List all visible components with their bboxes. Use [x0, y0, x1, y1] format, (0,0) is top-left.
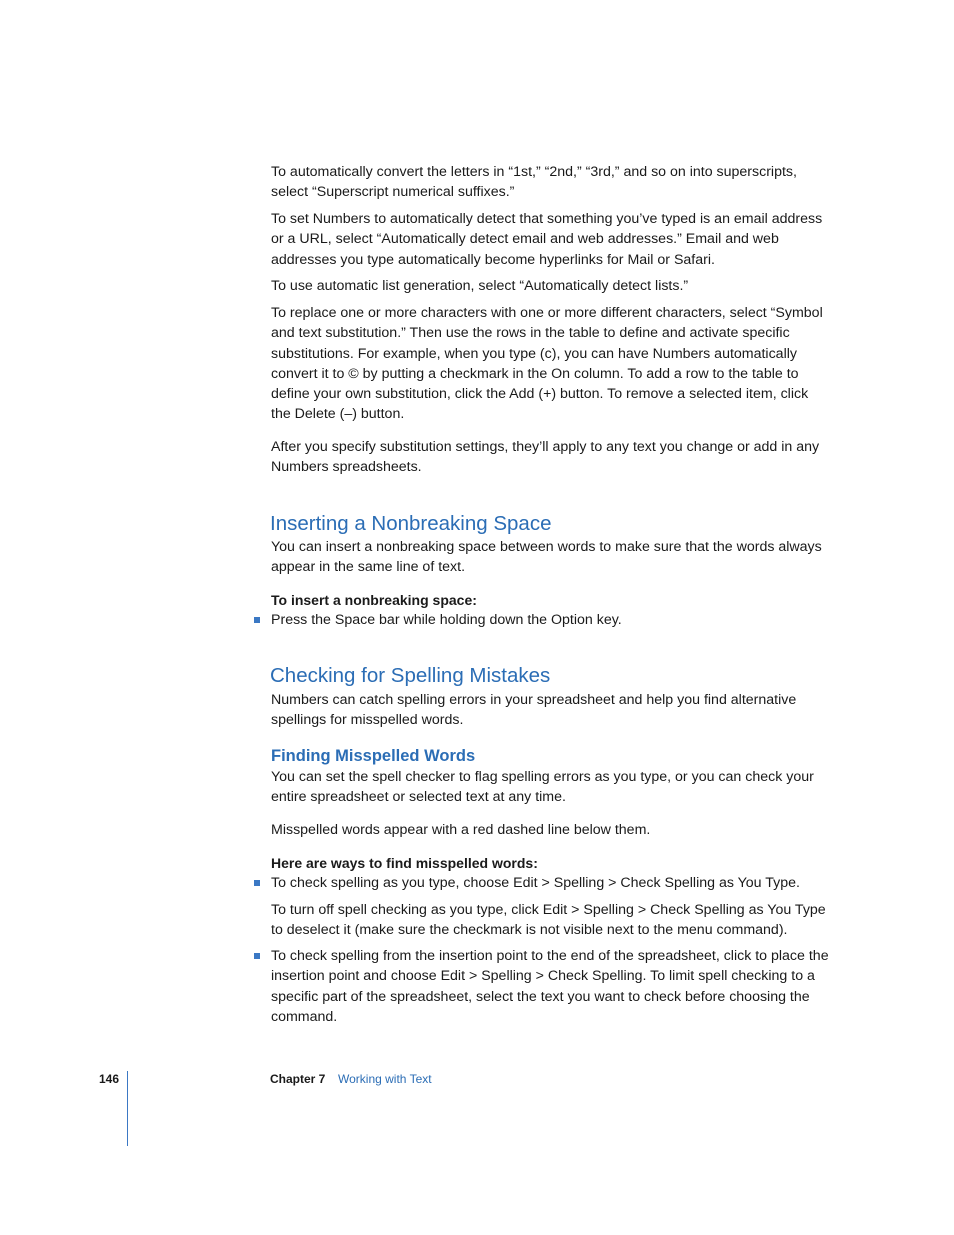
paragraph-symbol-substitution: To replace one or more characters with one or more different characters, select “Symbol and text substitution.” Then use the rows in the table to define and activate specific substitutions. For example, when you type (c), you can have Numbers automatically convert it to © by putting a checkmark in the On column. To add a row to the table to define your own substitution, click the Add (+) button. To remove a selected item, click the Delete (–) button.: [271, 305, 823, 423]
paragraph-spell-checker: You can set the spell checker to flag spelling errors as you type, or you can check your entire spreadsheet or selected text at any time.: [271, 769, 814, 806]
paragraph-list-detection: To use automatic list generation, select “Automatically detect lists.”: [271, 278, 689, 294]
heading-spelling-mistakes: Checking for Spelling Mistakes: [270, 664, 551, 687]
bullet-check-from-insertion: To check spelling from the insertion point to the end of the spreadsheet, click to place the insertion point and choose Edit > Spelling > Check Spelling. To limit spell checking to a specific part of the spreadsheet, select the text you want to check before choosing the command.: [271, 948, 829, 1025]
subheading-misspelled-words: Finding Misspelled Words: [271, 747, 476, 765]
page-number: 146: [99, 1072, 120, 1086]
paragraph-spelling-intro: Numbers can catch spelling errors in your spreadsheet and help you find alternative spellings for misspelled words.: [271, 692, 797, 729]
paragraph-red-dashed: Misspelled words appear with a red dashed line below them.: [271, 822, 651, 838]
paragraph-nonbreaking-intro: You can insert a nonbreaking space between words to make sure that the words always appear in the same line of text.: [271, 539, 822, 576]
footer-divider: [127, 1071, 128, 1146]
paragraph-after-settings: After you specify substitution settings, they’ll apply to any text you change or add in any Numbers spreadsheets.: [271, 439, 820, 476]
paragraph-email-detection: To set Numbers to automatically detect that something you’ve typed is an email address or a URL, select “Automatically detect email and web addresses.” Email and web addresses you type automatically become hyperlinks for Mail or Safari.: [271, 211, 823, 268]
bullet-icon: [254, 617, 260, 623]
bullet-press-space: Press the Space bar while holding down the Option key.: [271, 612, 622, 628]
lead-insert-nonbreaking: To insert a nonbreaking space:: [271, 592, 477, 608]
bullet-icon: [254, 880, 260, 886]
footer-chapter-title: Working with Text: [338, 1072, 432, 1086]
heading-nonbreaking-space: Inserting a Nonbreaking Space: [270, 512, 552, 535]
lead-ways-to-find: Here are ways to find misspelled words:: [271, 855, 538, 871]
bullet-check-as-you-type: To check spelling as you type, choose Edit > Spelling > Check Spelling as You Type.: [271, 875, 800, 891]
paragraph-superscript: To automatically convert the letters in “1st,” “2nd,” “3rd,” and so on into superscripts, select “Superscript numerical suffixes.”: [271, 164, 797, 201]
bullet-icon: [254, 953, 260, 959]
footer-chapter: Chapter 7: [270, 1072, 326, 1086]
paragraph-turn-off-checking: To turn off spell checking as you type, click Edit > Spelling > Check Spelling as You Type to deselect it (make sure the checkmark is not visible next to the menu command).: [271, 902, 826, 939]
